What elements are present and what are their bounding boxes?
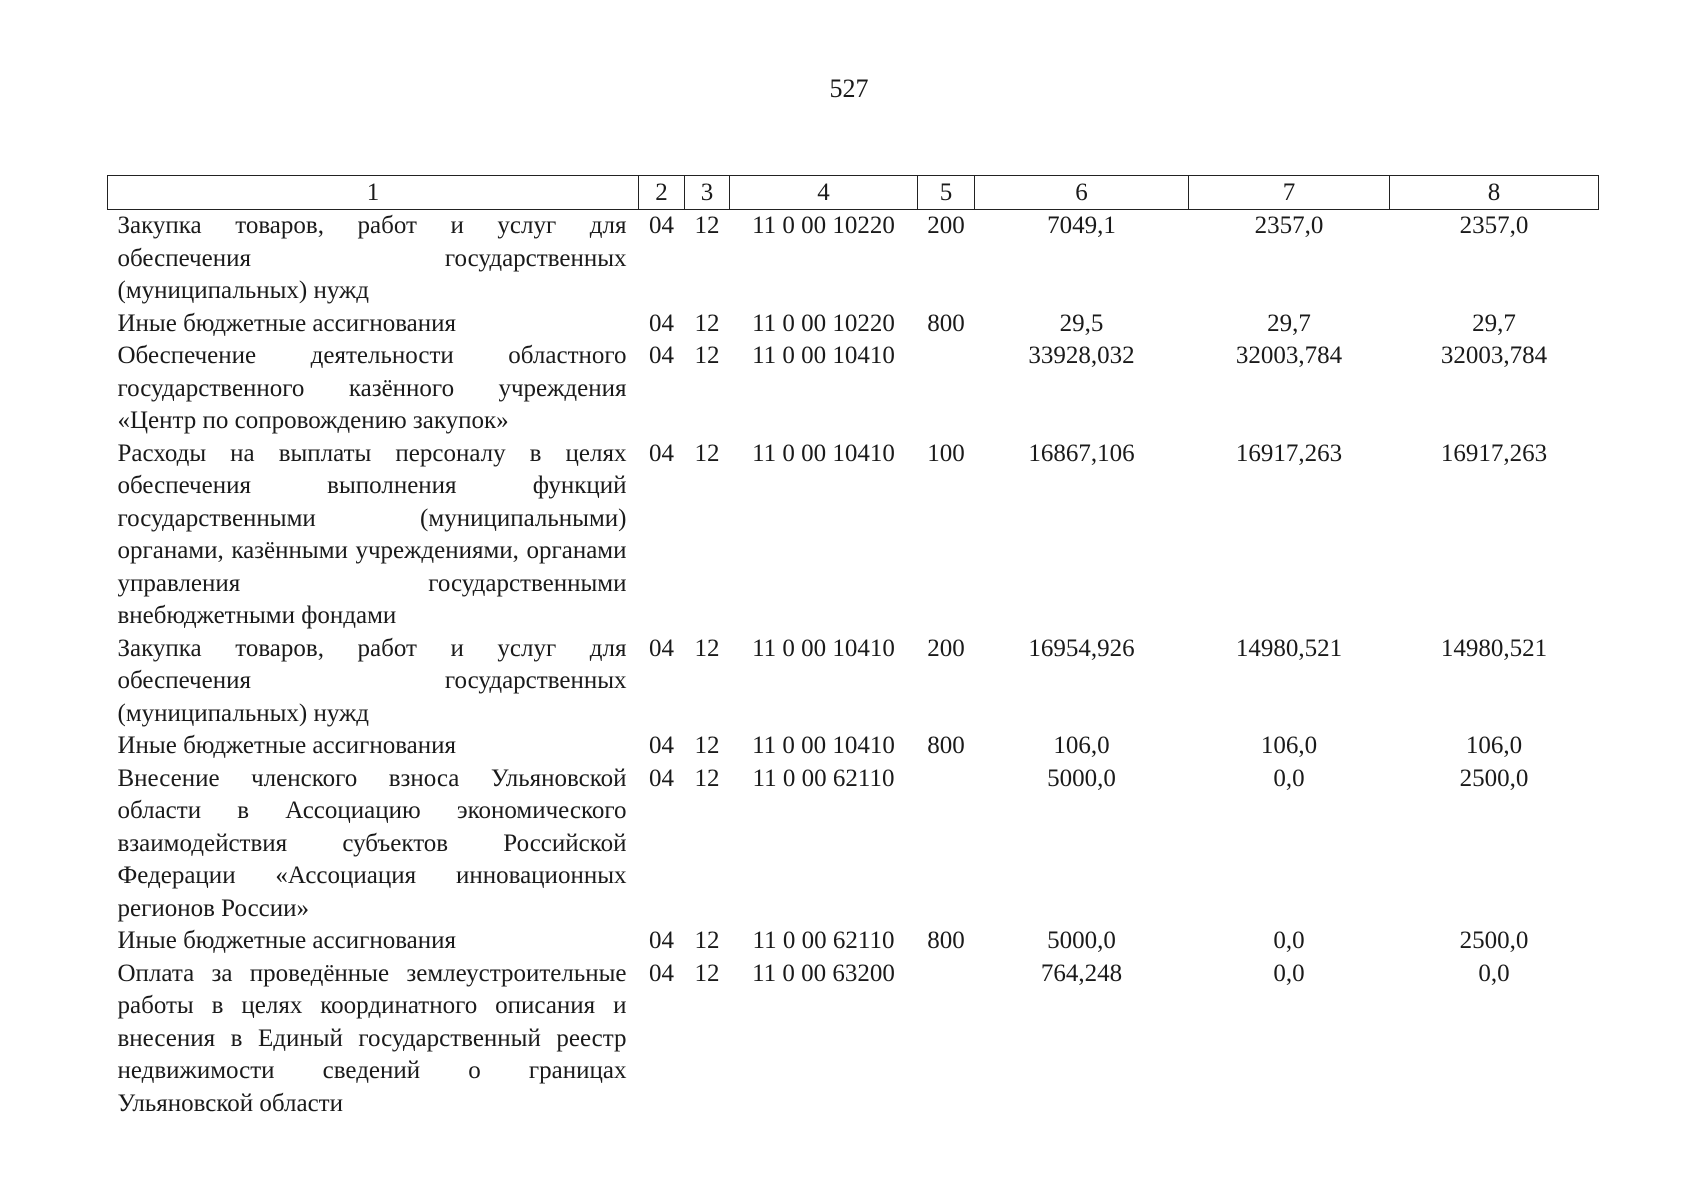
- table-row: [108, 210, 1599, 308]
- subsection-code-cell: 12: [694, 439, 720, 467]
- page-number: 527: [829, 74, 869, 103]
- expense-type-cell: 800: [927, 927, 965, 954]
- target-article-cell: 11 0 00 62110: [752, 927, 895, 954]
- expense-type-cell: 800: [927, 309, 965, 337]
- item-name-cell: Внесение членского взноса Ульяновской области в Ассоциацию экономического взаимодействия субъектов Российской Федерации «Ассоциация инновационных регионов России»: [117, 764, 627, 922]
- amount-col6-cell: 106,0: [1053, 732, 1110, 759]
- table-row: [108, 730, 1599, 763]
- subsection-code-cell: 12: [694, 959, 720, 987]
- table-row: [108, 340, 1599, 438]
- budget-table: [107, 175, 1599, 1120]
- subsection-code-cell: 12: [694, 764, 720, 792]
- subsection-code-cell: 12: [694, 927, 720, 954]
- amount-col7-cell: 0,0: [1273, 764, 1305, 792]
- expense-type-cell: [918, 958, 975, 1121]
- amount-col7-cell: 2357,0: [1254, 212, 1324, 239]
- amount-col6-cell: 5000,0: [1047, 927, 1116, 954]
- table-row: [108, 925, 1599, 958]
- amount-col6-cell: 5000,0: [1047, 764, 1116, 792]
- item-name-cell: Иные бюджетные ассигнования: [117, 309, 457, 337]
- header-row: [108, 176, 1599, 210]
- section-code-cell: 04: [649, 309, 674, 337]
- section-code-cell: 04: [649, 959, 674, 987]
- item-name-cell: Обеспечение деятельности областного государственного казённого учреждения «Центр по сопровождению закупок»: [117, 342, 627, 434]
- amount-col8-cell: 29,7: [1472, 309, 1516, 337]
- column-header: 4: [730, 176, 918, 210]
- target-article-cell: 11 0 00 10410: [752, 732, 895, 759]
- amount-col7-cell: 0,0: [1273, 927, 1305, 954]
- item-name-cell: Иные бюджетные ассигнования: [117, 927, 457, 954]
- section-code-cell: 04: [649, 764, 674, 792]
- section-code-cell: 04: [649, 634, 674, 662]
- amount-col7-cell: 14980,521: [1235, 634, 1343, 662]
- expense-type-cell: 800: [927, 732, 965, 759]
- expense-type-cell: [918, 340, 975, 438]
- amount-col8-cell: 32003,784: [1440, 342, 1548, 369]
- column-header: 7: [1189, 176, 1390, 210]
- section-code-cell: 04: [649, 212, 674, 239]
- amount-col6-cell: 764,248: [1040, 959, 1123, 987]
- expense-type-cell: 200: [927, 212, 965, 239]
- target-article-cell: 11 0 00 62110: [752, 764, 895, 792]
- section-code-cell: 04: [649, 439, 674, 467]
- amount-col8-cell: 106,0: [1465, 732, 1523, 759]
- subsection-code-cell: 12: [694, 634, 720, 662]
- amount-col7-cell: 0,0: [1273, 959, 1305, 987]
- column-header: 6: [975, 176, 1189, 210]
- target-article-cell: 11 0 00 63200: [752, 959, 895, 987]
- amount-col6-cell: 16954,926: [1028, 634, 1135, 662]
- section-code-cell: 04: [649, 732, 674, 759]
- column-header: 1: [108, 176, 639, 210]
- amount-col8-cell: 2500,0: [1459, 927, 1529, 954]
- column-header: 5: [918, 176, 975, 210]
- target-article-cell: 11 0 00 10410: [752, 342, 895, 369]
- amount-col8-cell: 2500,0: [1459, 764, 1529, 792]
- section-code-cell: 04: [649, 342, 674, 369]
- amount-col6-cell: 7049,1: [1047, 212, 1116, 239]
- target-article-cell: 11 0 00 10410: [752, 634, 895, 662]
- table-row: [108, 958, 1599, 1121]
- item-name-cell: Оплата за проведённые землеустроительные работы в целях координатного описания и внесения в Единый государственный реестр недвижимости сведений о границах Ульяновской области: [117, 959, 627, 1117]
- table-body: [108, 210, 1599, 1121]
- table-header: [108, 176, 1599, 210]
- subsection-code-cell: 12: [694, 342, 720, 369]
- amount-col8-cell: 16917,263: [1440, 439, 1548, 467]
- amount-col7-cell: 16917,263: [1235, 439, 1343, 467]
- section-code-cell: 04: [649, 927, 674, 954]
- column-header: 3: [685, 176, 730, 210]
- table-row: [108, 308, 1599, 341]
- amount-col8-cell: 0,0: [1478, 959, 1510, 987]
- column-header: 2: [639, 176, 685, 210]
- item-name-cell: Расходы на выплаты персоналу в целях обеспечения выполнения функций государственными (муниципальными) органами, казёнными учреждениями, органами управления государственными внебюджетными фондами: [117, 439, 627, 629]
- amount-col7-cell: 29,7: [1267, 309, 1311, 337]
- expense-type-cell: 200: [927, 634, 965, 662]
- subsection-code-cell: 12: [694, 732, 720, 759]
- expense-type-cell: 100: [927, 439, 965, 467]
- target-article-cell: 11 0 00 10410: [752, 439, 895, 467]
- column-header: 8: [1390, 176, 1599, 210]
- item-name-cell: Закупка товаров, работ и услуг для обеспечения государственных (муниципальных) нужд: [117, 634, 627, 727]
- target-article-cell: 11 0 00 10220: [752, 212, 895, 239]
- subsection-code-cell: 12: [694, 212, 720, 239]
- table-row: [108, 633, 1599, 731]
- table-row: [108, 438, 1599, 633]
- amount-col6-cell: 29,5: [1059, 309, 1104, 337]
- amount-col7-cell: 106,0: [1260, 732, 1318, 759]
- expense-type-cell: [918, 763, 975, 926]
- item-name-cell: Закупка товаров, работ и услуг для обеспечения государственных (муниципальных) нужд: [117, 212, 627, 304]
- target-article-cell: 11 0 00 10220: [752, 309, 895, 337]
- amount-col6-cell: 16867,106: [1028, 439, 1135, 467]
- amount-col8-cell: 2357,0: [1459, 212, 1529, 239]
- item-name-cell: Иные бюджетные ассигнования: [117, 732, 457, 759]
- subsection-code-cell: 12: [694, 309, 720, 337]
- table-row: [108, 763, 1599, 926]
- amount-col7-cell: 32003,784: [1235, 342, 1343, 369]
- amount-col8-cell: 14980,521: [1440, 634, 1548, 662]
- amount-col6-cell: 33928,032: [1028, 342, 1135, 369]
